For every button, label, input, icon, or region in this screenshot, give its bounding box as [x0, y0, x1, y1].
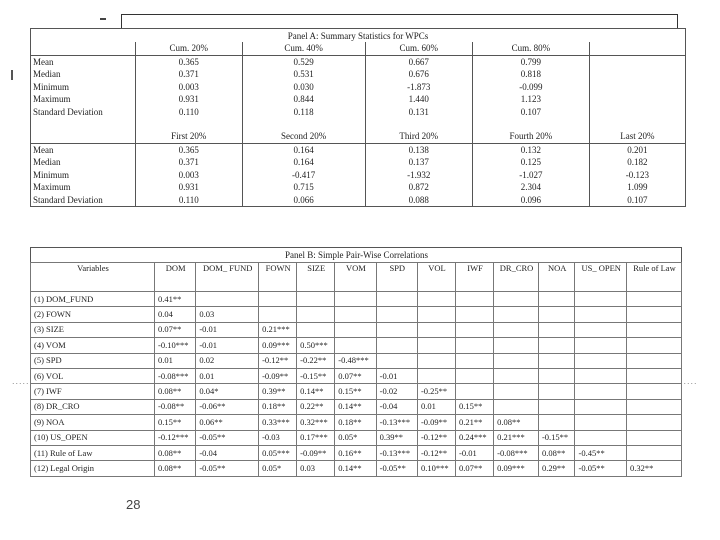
table-row — [31, 292, 682, 307]
table-cell: 0.371 — [136, 68, 243, 81]
header-row — [31, 263, 682, 292]
table-cell: First 20% — [136, 130, 243, 143]
empty-cell — [136, 118, 243, 130]
correlation-cell — [626, 430, 681, 445]
column-header: NOA — [538, 263, 575, 292]
correlation-cell: 0.01 — [155, 353, 196, 368]
correlation-cell — [575, 307, 626, 322]
column-header: DR_CRO — [494, 263, 539, 292]
table-cell: Fourth 20% — [472, 130, 589, 143]
correlation-cell: -0.08** — [155, 399, 196, 414]
table-cell: -0.099 — [472, 81, 589, 94]
correlation-cell: -0.12*** — [155, 430, 196, 445]
column-header: VOL — [417, 263, 455, 292]
table-cell: 0.715 — [242, 181, 365, 194]
correlation-cell: 0.03 — [196, 307, 259, 322]
correlation-cell: 0.14** — [297, 384, 335, 399]
empty-cell — [589, 42, 685, 55]
correlation-cell — [376, 322, 417, 337]
table-cell: -1.027 — [472, 169, 589, 182]
row-label: (12) Legal Origin — [31, 461, 155, 476]
correlation-cell — [417, 322, 455, 337]
table-row — [31, 338, 682, 353]
correlation-cell — [417, 292, 455, 307]
correlation-cell — [626, 384, 681, 399]
correlation-cell: 0.21*** — [494, 430, 539, 445]
correlation-cell — [456, 384, 494, 399]
empty-cell — [589, 55, 685, 68]
correlation-cell — [575, 338, 626, 353]
row-label: (7) IWF — [31, 384, 155, 399]
correlation-cell — [575, 353, 626, 368]
table-cell: Second 20% — [242, 130, 365, 143]
table-cell: 0.118 — [242, 106, 365, 119]
correlation-cell: -0.10*** — [155, 338, 196, 353]
correlation-cell: -0.04 — [376, 399, 417, 414]
table-row — [31, 368, 682, 383]
table-cell: Cum. 80% — [472, 42, 589, 55]
empty-cell — [589, 68, 685, 81]
row-label: Maximum — [33, 94, 71, 105]
correlation-cell — [575, 368, 626, 383]
column-header: US_ OPEN — [575, 263, 626, 292]
table-row — [31, 322, 682, 337]
table-row — [31, 143, 686, 156]
correlation-cell: 0.18** — [335, 415, 376, 430]
correlation-cell: 0.07** — [456, 461, 494, 476]
correlation-cell: 0.05* — [259, 461, 297, 476]
table-cell: 0.872 — [365, 181, 472, 194]
correlation-cell — [297, 292, 335, 307]
correlation-cell: -0.02 — [376, 384, 417, 399]
table-cell: 0.107 — [472, 106, 589, 119]
empty-cell — [31, 118, 136, 130]
table-cell: Third 20% — [365, 130, 472, 143]
column-header: FOWN — [259, 263, 297, 292]
row-label: Median — [33, 69, 61, 80]
table-row — [31, 55, 686, 68]
correlation-cell: 0.24*** — [456, 430, 494, 445]
correlation-cell — [417, 368, 455, 383]
correlation-cell: 0.08** — [538, 445, 575, 460]
table-row — [31, 81, 686, 94]
table-row — [31, 194, 686, 207]
table-row — [31, 93, 686, 106]
correlation-cell — [494, 338, 539, 353]
correlation-cell: 0.09*** — [494, 461, 539, 476]
correlation-cell: 0.01 — [417, 399, 455, 414]
row-label: (4) VOM — [31, 338, 155, 353]
correlation-cell — [259, 307, 297, 322]
correlation-cell — [417, 353, 455, 368]
correlation-cell — [538, 384, 575, 399]
correlation-cell — [456, 322, 494, 337]
row-label: Minimum — [33, 169, 70, 180]
correlation-cell — [626, 307, 681, 322]
row-label: (3) SIZE — [31, 322, 155, 337]
correlation-cell: -0.15** — [538, 430, 575, 445]
panel-b-correlation-table — [30, 247, 682, 477]
row-label: (2) FOWN — [31, 307, 155, 322]
correlation-cell: -0.48*** — [335, 353, 376, 368]
correlation-cell: 0.50*** — [297, 338, 335, 353]
correlation-cell: 0.08** — [494, 415, 539, 430]
empty-cell — [472, 118, 589, 130]
top-frame — [121, 14, 678, 29]
table-cell: 0.110 — [136, 194, 243, 207]
table-cell: 0.365 — [136, 143, 243, 156]
table-cell: 0.088 — [365, 194, 472, 207]
column-header: Variables — [31, 263, 155, 292]
correlation-cell — [575, 415, 626, 430]
right-dots: ..... — [680, 376, 698, 386]
panel-b-title: Panel B: Simple Pair-Wise Correlations — [285, 249, 428, 260]
row-label: Minimum — [33, 81, 70, 92]
table-cell: 0.818 — [472, 68, 589, 81]
correlation-cell: -0.08*** — [155, 368, 196, 383]
correlation-cell: 0.21** — [456, 415, 494, 430]
column-header: Rule of Law — [626, 263, 681, 292]
correlation-cell: 0.39** — [259, 384, 297, 399]
correlation-cell: 0.15** — [456, 399, 494, 414]
page-number: 28 — [126, 497, 141, 512]
correlation-cell — [538, 399, 575, 414]
correlation-cell — [626, 445, 681, 460]
row-label: (1) DOM_FUND — [31, 292, 155, 307]
table-cell: 0.110 — [136, 106, 243, 119]
table-cell: 0.676 — [365, 68, 472, 81]
correlation-cell: -0.05** — [575, 461, 626, 476]
row-label: (5) SPD — [31, 353, 155, 368]
table-row — [31, 156, 686, 169]
correlation-cell: 0.29** — [538, 461, 575, 476]
table-row — [31, 353, 682, 368]
row-label: (10) US_OPEN — [31, 430, 155, 445]
correlation-cell: 0.39** — [376, 430, 417, 445]
table-cell: 0.107 — [589, 194, 685, 207]
correlation-cell: 0.08** — [155, 445, 196, 460]
table-row — [31, 399, 682, 414]
correlation-cell: 0.33*** — [259, 415, 297, 430]
correlation-cell — [538, 368, 575, 383]
correlation-cell — [297, 322, 335, 337]
table-cell: 0.030 — [242, 81, 365, 94]
correlation-cell: 0.16** — [335, 445, 376, 460]
table-cell: 0.667 — [365, 55, 472, 68]
correlation-cell — [538, 322, 575, 337]
empty-cell — [365, 118, 472, 130]
empty-cell — [589, 118, 685, 130]
correlation-cell — [335, 307, 376, 322]
correlation-cell: 0.09*** — [259, 338, 297, 353]
correlation-cell: -0.09** — [297, 445, 335, 460]
correlation-cell — [456, 338, 494, 353]
correlation-cell — [626, 322, 681, 337]
table-row — [31, 445, 682, 460]
correlation-cell — [259, 292, 297, 307]
row-label: Maximum — [33, 182, 71, 193]
table-cell: -0.123 — [589, 169, 685, 182]
table-cell: Cum. 60% — [365, 42, 472, 55]
left-tick-mark — [11, 70, 13, 80]
correlation-cell — [335, 322, 376, 337]
table-cell: 0.003 — [136, 169, 243, 182]
row-label: Median — [33, 157, 61, 168]
correlation-cell — [538, 307, 575, 322]
column-header: VOM — [335, 263, 376, 292]
correlation-cell: -0.09** — [417, 415, 455, 430]
row-label — [31, 130, 136, 143]
table-row — [31, 130, 686, 143]
table-cell: 0.132 — [472, 143, 589, 156]
correlation-cell — [494, 307, 539, 322]
empty-cell — [589, 93, 685, 106]
table-cell: -1.932 — [365, 169, 472, 182]
row-label: Standard Deviation — [33, 194, 103, 205]
table-row — [31, 307, 682, 322]
table-cell: Cum. 20% — [136, 42, 243, 55]
correlation-cell: -0.22** — [297, 353, 335, 368]
correlation-cell: -0.05** — [196, 430, 259, 445]
table-row — [31, 169, 686, 182]
dash-mark — [100, 18, 106, 20]
table-cell: 0.201 — [589, 143, 685, 156]
spacer-row — [31, 118, 686, 130]
empty-cell — [589, 81, 685, 94]
column-header: IWF — [456, 263, 494, 292]
table-cell: 0.182 — [589, 156, 685, 169]
table-cell: 0.066 — [242, 194, 365, 207]
correlation-cell — [335, 338, 376, 353]
correlation-cell: -0.45** — [575, 445, 626, 460]
row-label: (6) VOL — [31, 368, 155, 383]
correlation-cell — [456, 307, 494, 322]
correlation-cell: -0.04 — [196, 445, 259, 460]
correlation-cell: 0.05* — [335, 430, 376, 445]
empty-cell — [242, 118, 365, 130]
correlation-cell: -0.09** — [259, 368, 297, 383]
table-cell: 0.931 — [136, 93, 243, 106]
correlation-cell — [417, 307, 455, 322]
correlation-cell — [626, 368, 681, 383]
correlation-cell: 0.02 — [196, 353, 259, 368]
table-cell: 1.123 — [472, 93, 589, 106]
table-cell: Last 20% — [589, 130, 685, 143]
correlation-cell: -0.12** — [259, 353, 297, 368]
table-row — [31, 106, 686, 119]
correlation-cell — [494, 353, 539, 368]
correlation-cell — [494, 399, 539, 414]
correlation-cell — [626, 399, 681, 414]
correlation-cell: 0.05*** — [259, 445, 297, 460]
correlation-cell: 0.08** — [155, 461, 196, 476]
correlation-cell: -0.15** — [297, 368, 335, 383]
table-cell: 0.164 — [242, 143, 365, 156]
correlation-cell: -0.13*** — [376, 445, 417, 460]
correlation-cell: -0.01 — [456, 445, 494, 460]
correlation-cell: -0.03 — [259, 430, 297, 445]
correlation-cell — [494, 322, 539, 337]
correlation-cell: 0.32** — [626, 461, 681, 476]
correlation-cell: 0.18** — [259, 399, 297, 414]
column-header: SPD — [376, 263, 417, 292]
table-cell: 1.440 — [365, 93, 472, 106]
table-row — [31, 68, 686, 81]
correlation-cell — [456, 368, 494, 383]
row-label: (11) Rule of Law — [31, 445, 155, 460]
correlation-cell: -0.12** — [417, 430, 455, 445]
correlation-cell: -0.13*** — [376, 415, 417, 430]
correlation-cell — [575, 384, 626, 399]
table-cell: 0.131 — [365, 106, 472, 119]
table-cell: 2.304 — [472, 181, 589, 194]
correlation-cell — [626, 415, 681, 430]
table-cell: -1.873 — [365, 81, 472, 94]
correlation-cell: 0.17*** — [297, 430, 335, 445]
correlation-cell: 0.04 — [155, 307, 196, 322]
correlation-cell: -0.12** — [417, 445, 455, 460]
table-row — [31, 415, 682, 430]
correlation-cell — [538, 338, 575, 353]
table-cell: 0.003 — [136, 81, 243, 94]
left-dots: ..... — [12, 376, 30, 386]
table-row — [31, 461, 682, 476]
correlation-cell: 0.14** — [335, 399, 376, 414]
table-cell: 0.137 — [365, 156, 472, 169]
column-header: DOM_ FUND — [196, 263, 259, 292]
correlation-cell — [575, 399, 626, 414]
correlation-cell — [538, 353, 575, 368]
table-cell: 1.099 — [589, 181, 685, 194]
table-cell: 0.529 — [242, 55, 365, 68]
table-cell: 0.365 — [136, 55, 243, 68]
table-cell: 0.125 — [472, 156, 589, 169]
panel-a-title: Panel A: Summary Statistics for WPCs — [287, 30, 429, 41]
row-label — [31, 42, 136, 55]
correlation-cell: -0.06** — [196, 399, 259, 414]
table-cell: Cum. 40% — [242, 42, 365, 55]
table-row — [31, 384, 682, 399]
correlation-cell: -0.01 — [376, 368, 417, 383]
row-label: (8) DR_CRO — [31, 399, 155, 414]
correlation-cell: 0.07** — [335, 368, 376, 383]
panel-a-summary-table — [30, 28, 686, 207]
correlation-cell — [626, 292, 681, 307]
correlation-cell — [494, 368, 539, 383]
correlation-cell: 0.21*** — [259, 322, 297, 337]
table-cell: 0.931 — [136, 181, 243, 194]
correlation-cell: 0.32*** — [297, 415, 335, 430]
column-header: SIZE — [297, 263, 335, 292]
correlation-cell — [456, 292, 494, 307]
row-label: (9) NOA — [31, 415, 155, 430]
correlation-cell — [575, 430, 626, 445]
correlation-cell: 0.04* — [196, 384, 259, 399]
row-label: Mean — [33, 56, 54, 67]
correlation-cell: 0.10*** — [417, 461, 455, 476]
correlation-cell — [376, 353, 417, 368]
table-cell: 0.096 — [472, 194, 589, 207]
correlation-cell: 0.01 — [196, 368, 259, 383]
correlation-cell: 0.06** — [196, 415, 259, 430]
correlation-cell: 0.07** — [155, 322, 196, 337]
correlation-cell: -0.05** — [376, 461, 417, 476]
correlation-cell: 0.08** — [155, 384, 196, 399]
correlation-cell — [297, 307, 335, 322]
correlation-cell — [494, 292, 539, 307]
correlation-cell — [575, 322, 626, 337]
row-label: Standard Deviation — [33, 106, 103, 117]
table-row — [31, 430, 682, 445]
table-cell: 0.138 — [365, 143, 472, 156]
table-cell: 0.799 — [472, 55, 589, 68]
correlation-cell — [456, 353, 494, 368]
row-label: Mean — [33, 144, 54, 155]
correlation-cell: 0.41** — [155, 292, 196, 307]
correlation-cell: -0.08*** — [494, 445, 539, 460]
correlation-cell — [626, 353, 681, 368]
correlation-cell: 0.03 — [297, 461, 335, 476]
correlation-cell: -0.01 — [196, 322, 259, 337]
correlation-cell: 0.22** — [297, 399, 335, 414]
correlation-cell — [575, 292, 626, 307]
correlation-cell — [538, 292, 575, 307]
table-cell: 0.164 — [242, 156, 365, 169]
table-cell: 0.531 — [242, 68, 365, 81]
table-cell: 0.844 — [242, 93, 365, 106]
correlation-cell: -0.01 — [196, 338, 259, 353]
correlation-cell — [335, 292, 376, 307]
correlation-cell — [538, 415, 575, 430]
table-cell: -0.417 — [242, 169, 365, 182]
correlation-cell: 0.15** — [335, 384, 376, 399]
correlation-cell: -0.25** — [417, 384, 455, 399]
correlation-cell — [376, 307, 417, 322]
table-cell: 0.371 — [136, 156, 243, 169]
column-header: DOM — [155, 263, 196, 292]
correlation-cell — [376, 292, 417, 307]
correlation-cell — [376, 338, 417, 353]
correlation-cell: -0.05** — [196, 461, 259, 476]
table-row — [31, 42, 686, 55]
correlation-cell — [626, 338, 681, 353]
correlation-cell — [196, 292, 259, 307]
correlation-cell: 0.15** — [155, 415, 196, 430]
table-row — [31, 181, 686, 194]
correlation-cell — [417, 338, 455, 353]
correlation-cell — [494, 384, 539, 399]
correlation-cell: 0.14** — [335, 461, 376, 476]
empty-cell — [589, 106, 685, 119]
